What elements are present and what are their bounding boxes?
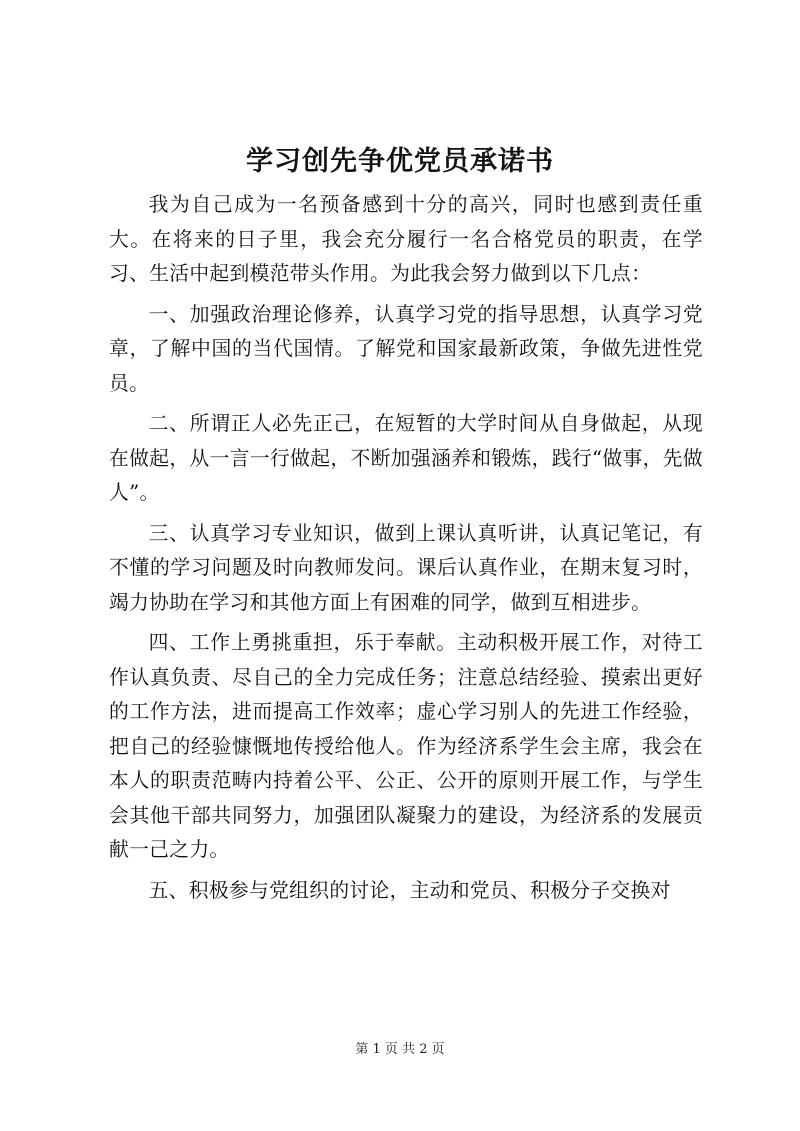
document-body [109, 188, 703, 914]
paragraph-item-5: 五、积极参与党组织的讨论，主动和党员、积极分子交换对 [148, 878, 671, 902]
paragraph-item-4: 四、工作上勇挑重担，乐于奉献。主动积极开展工作，对待工作认真负责、尽自己的全力完成任务；注意总结经验、摸索出更好的工作方法，进而提高工作效率；虚心学习别人的先进工作经验，把自己的经验慷慨地传授给他人。作为经济系学生会主席，我会在本人的职责范畴内持着公平、公正、公开的原则开展工作，与学生会其他干部共同努力，加强团队凝聚力的建设，为经济系的发展贡献一己之力。 [109, 631, 703, 861]
paragraph-item-3: 三、认真学习专业知识，做到上课认真听讲，认真记笔记，有不懂的学习问题及时向教师发问。课后认真作业，在期末复习时，竭力协助在学习和其他方面上有困难的同学，做到互相进步。 [109, 521, 703, 614]
page-number: 第 1 页 共 2 页 [355, 1042, 445, 1057]
paragraph-item-1: 一、加强政治理论修养，认真学习党的指导思想，认真学习党章，了解中国的当代国情。了解党和国家最新政策，争做先进性党员。 [109, 302, 703, 395]
paragraph-intro: 我为自己成为一名预备感到十分的高兴，同时也感到责任重大。在将来的日子里，我会充分履行一名合格党员的职责，在学习、生活中起到模范带头作用。为此我会努力做到以下几点： [109, 193, 703, 285]
paragraph-item-2: 二、所谓正人必先正己，在短暂的大学时间从自身做起，从现在做起，从一言一行做起，不断加强涵养和锻炼，践行“做事，先做人”。 [109, 412, 703, 504]
document-title: 学习创先争优党员承诺书 [246, 146, 554, 177]
